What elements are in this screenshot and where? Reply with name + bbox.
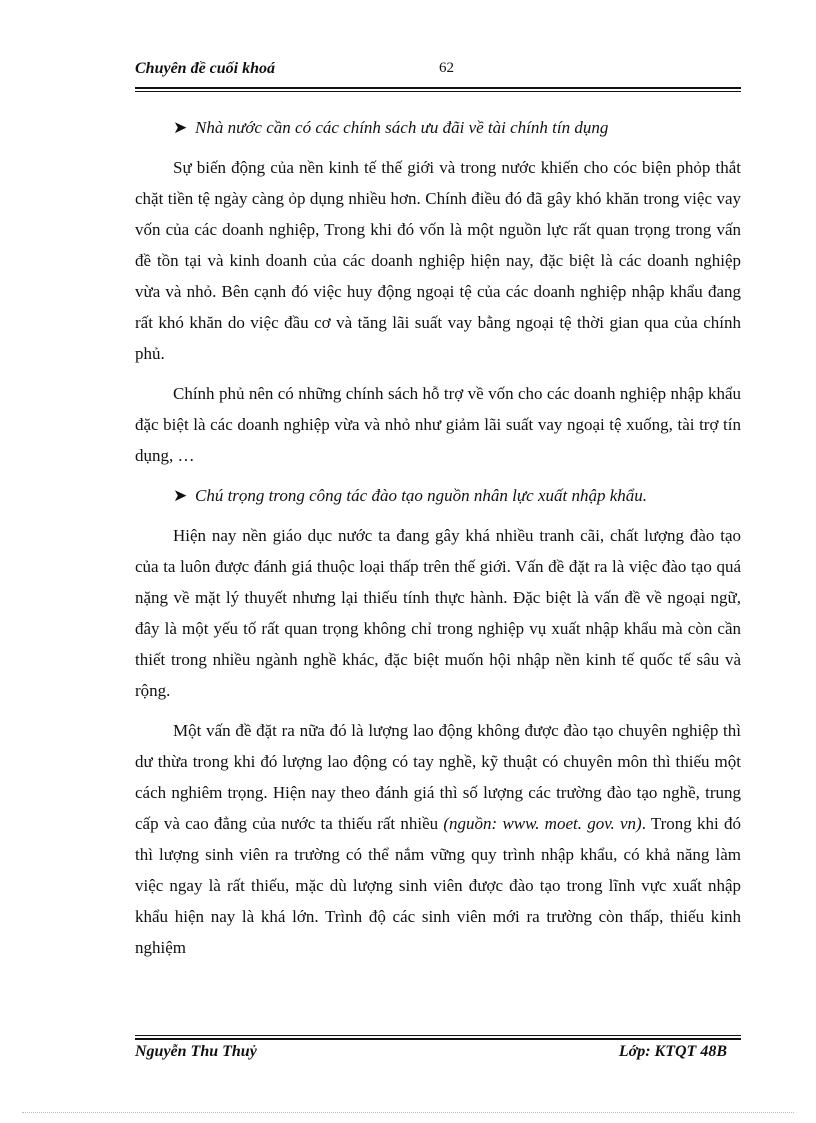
header-rule-thick xyxy=(135,87,741,89)
footer-rule-thin xyxy=(135,1035,741,1036)
header-rule-thin xyxy=(135,91,741,92)
bullet-text: Chú trọng trong công tác đào tạo nguồn nhân lực xuất nhập khẩu. xyxy=(195,486,648,505)
header-title: Chuyên đề cuối khoá xyxy=(135,60,276,77)
footer-author: Nguyễn Thu Thuỷ xyxy=(135,1043,257,1060)
paragraph-text: Một vấn đề đặt ra nữa đó là lượng lao động không được đào tạo chuyên nghiệp thì dư thừa trong khi đó lượng lao động có tay nghề, kỹ thuật có chuyên môn thì thiếu một cách nghiêm trọng. Hiện nay theo đánh giá thì số lượng các trường đào tạo nghề, trung cấp và cao đẳng của nước ta thiếu rất nhiều xyxy=(135,721,741,833)
page-header xyxy=(135,58,741,86)
bullet-heading-training xyxy=(135,480,741,511)
bullet-text: Nhà nước cần có các chính sách ưu đãi về tài chính tín dụng xyxy=(195,118,609,137)
source-citation: (nguồn: www. moet. gov. vn) xyxy=(443,814,642,833)
paragraph-government-support: Chính phủ nên có những chính sách hỗ trợ về vốn cho các doanh nghiệp nhập khẩu đặc biệt là các doanh nghiệp vừa và nhỏ như giảm lãi suất vay ngoại tệ xuống, tài trợ tín dụng, … xyxy=(135,384,741,465)
arrow-bullet-icon: ➤ xyxy=(173,118,188,137)
arrow-bullet-icon: ➤ xyxy=(173,486,188,505)
paragraph-economic-fluctuation: Sự biến động của nền kinh tế thế giới và trong nước khiến cho cóc biện phỏp thắt chặt tiền tệ ngày càng ỏp dụng nhiều hơn. Chính điều đó đã gây khó khăn trong việc vay vốn của các doanh nghiệp, Trong khi đó vốn là một nguồn lực rất quan trọng trong vấn đề tồn tại và kinh doanh của các doanh nghiệp hiện nay, đặc biệt là các doanh nghiệp vừa và nhỏ. Bên cạnh đó việc huy động ngoại tệ của các doanh nghiệp nhập khẩu đang rất khó khăn do việc đầu cơ và tăng lãi suất vay bằng ngoại tệ thời gian qua của chính phủ. xyxy=(135,158,741,363)
document-body xyxy=(135,112,741,972)
page-footer xyxy=(135,1043,741,1067)
footer-class: Lớp: KTQT 48B xyxy=(618,1043,727,1060)
paragraph-education: Hiện nay nền giáo dục nước ta đang gây khá nhiều tranh cãi, chất lượng đào tạo của ta luôn được đánh giá thuộc loại thấp trên thế giới. Vấn đề đặt ra là việc đào tạo quá nặng về mặt lý thuyết nhưng lại thiếu tính thực hành. Đặc biệt là vấn đề về ngoại ngữ, đây là một yếu tố rất quan trọng không chỉ trong nghiệp vụ xuất nhập khẩu mà còn cần thiết trong nhiều ngành nghề khác, đặc biệt muốn hội nhập nền kinh tế quốc tế sâu và rộng. xyxy=(135,526,741,700)
bullet-heading-credit-policy xyxy=(135,112,741,143)
paragraph-text: . Trong khi đó thì lượng sinh viên ra trường có thể nắm vững quy trình nhập khẩu, có khả năng làm việc ngay là rất thiếu, mặc dù lượng sinh viên được đào tạo trong lĩnh vực xuất nhập khẩu hiện nay là khá lớn. Trình độ các sinh viên mới ra trường còn thấp, thiếu kinh nghiệm xyxy=(135,814,741,957)
paragraph-labor-shortage xyxy=(135,715,741,963)
page-number: 62 xyxy=(439,60,454,76)
page-bottom-edge xyxy=(22,1112,794,1113)
footer-rule-thick xyxy=(135,1038,741,1040)
